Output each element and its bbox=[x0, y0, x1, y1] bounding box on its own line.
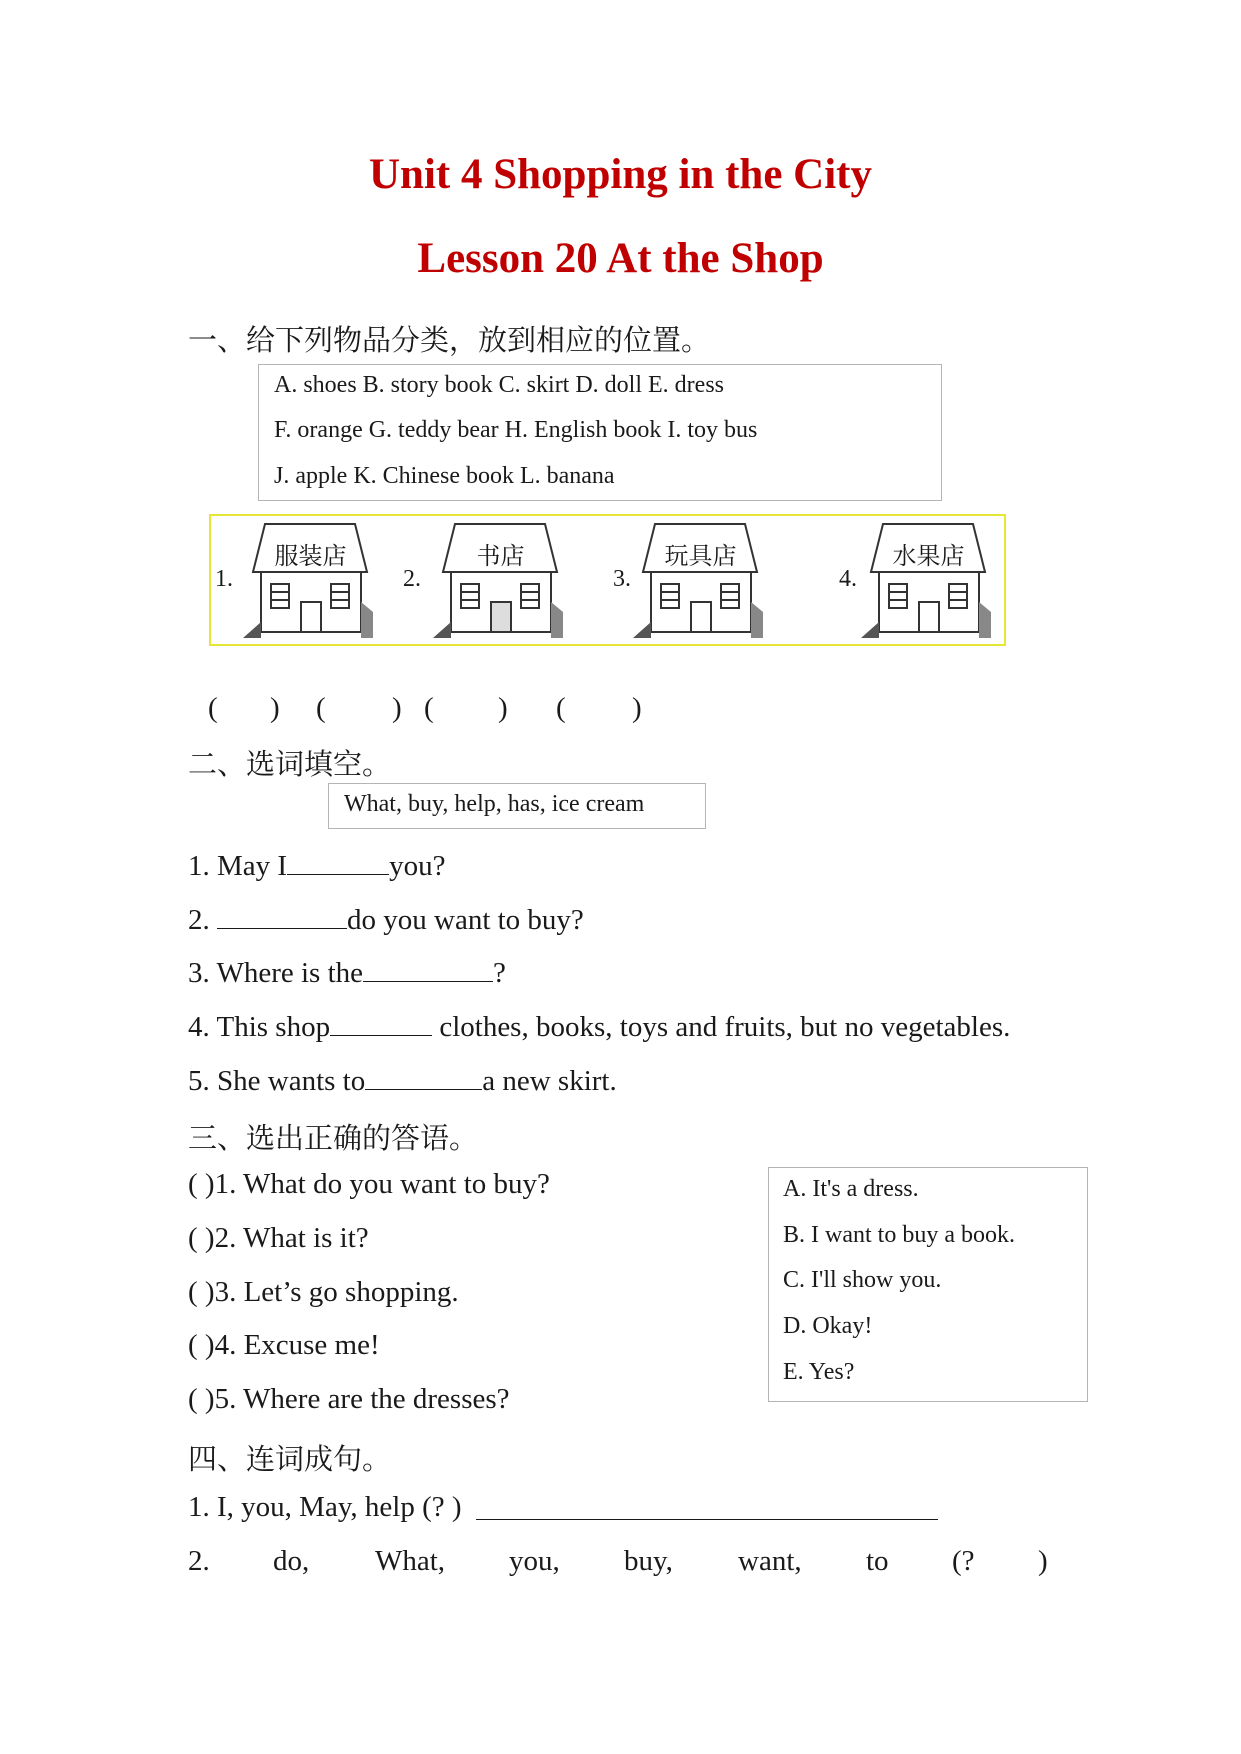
fill-q3-text-a: 3. Where is the bbox=[188, 957, 364, 989]
title-unit: Unit 4 Shopping in the City bbox=[368, 151, 872, 198]
fill-question-4 bbox=[188, 1009, 1010, 1044]
match-question-1: ( )1. What do you want to buy? bbox=[188, 1168, 550, 1200]
reorder-q2-word: to bbox=[866, 1545, 889, 1577]
shops-strip bbox=[209, 514, 1006, 646]
answer-d: D. Okay! bbox=[783, 1313, 873, 1339]
section1-heading: 一、给下列物品分类，放到相应的位置。 bbox=[188, 325, 711, 357]
shop-number-2: 2. bbox=[403, 566, 421, 592]
reorder-question-1 bbox=[188, 1491, 462, 1524]
shop-label-book: 书店 bbox=[476, 542, 525, 570]
fill-q2-text-a: 2. bbox=[188, 904, 217, 936]
reorder-q2-word: ) bbox=[1038, 1545, 1048, 1577]
answer-paren-4-close: ) bbox=[632, 692, 642, 724]
reorder-q2-word: (? bbox=[952, 1545, 975, 1577]
match-question-2: ( )2. What is it? bbox=[188, 1222, 369, 1254]
fill-q4-text-b: clothes, books, toys and fruits, but no vegetables. bbox=[432, 1011, 1011, 1043]
fill-blank-2[interactable] bbox=[217, 902, 347, 929]
reorder-answer-line-1[interactable] bbox=[476, 1493, 938, 1520]
fill-q3-text-b: ? bbox=[493, 957, 506, 989]
section2-heading: 二、选词填空。 bbox=[188, 749, 392, 781]
shop-label-clothing: 服装店 bbox=[274, 542, 347, 570]
fill-blank-5[interactable] bbox=[365, 1063, 482, 1090]
fill-blank-3[interactable] bbox=[363, 955, 493, 982]
section4-heading: 四、连词成句。 bbox=[188, 1444, 392, 1476]
answer-a: A. It's a dress. bbox=[783, 1176, 919, 1202]
fill-question-5 bbox=[188, 1063, 617, 1098]
reorder-q2-word: 2. bbox=[188, 1545, 210, 1577]
shop-number-3: 3. bbox=[613, 566, 631, 592]
items-line-3: J. apple K. Chinese book L. banana bbox=[274, 463, 615, 489]
items-line-2: F. orange G. teddy bear H. English book I. toy bus bbox=[274, 417, 758, 443]
reorder-q2-word: do, bbox=[273, 1545, 310, 1577]
fill-q2-text-b: do you want to buy? bbox=[347, 904, 584, 936]
answer-paren-2-open: ( bbox=[316, 692, 326, 724]
fill-q4-text-a: 4. This shop bbox=[188, 1011, 331, 1043]
fill-question-2 bbox=[188, 902, 584, 937]
answer-c: C. I'll show you. bbox=[783, 1267, 942, 1293]
book-shop-house bbox=[433, 522, 568, 640]
answers-box bbox=[768, 1167, 1088, 1402]
reorder-q1-text: 1. I, you, May, help (? ) bbox=[188, 1491, 462, 1523]
reorder-q2-word: buy, bbox=[624, 1545, 673, 1577]
items-box bbox=[258, 364, 942, 501]
section3-heading: 三、选出正确的答语。 bbox=[188, 1123, 479, 1155]
shop-number-1: 1. bbox=[215, 566, 233, 592]
fill-blank-1[interactable] bbox=[287, 848, 389, 875]
clothing-shop-house bbox=[243, 522, 378, 640]
fill-question-1 bbox=[188, 848, 445, 883]
answer-paren-3-close: ) bbox=[498, 692, 508, 724]
shop-label-toy: 玩具店 bbox=[664, 542, 737, 570]
fill-q1-text-a: 1. May I bbox=[188, 850, 288, 882]
fill-q5-text-b: a new skirt. bbox=[482, 1065, 617, 1097]
match-question-4: ( )4. Excuse me! bbox=[188, 1329, 380, 1361]
fill-q5-text-a: 5. She wants to bbox=[188, 1065, 366, 1097]
fill-q1-text-b: you? bbox=[389, 850, 446, 882]
answer-paren-4-open: ( bbox=[556, 692, 566, 724]
answer-paren-3-open: ( bbox=[424, 692, 434, 724]
fill-blank-4[interactable] bbox=[330, 1009, 432, 1036]
shop-label-fruit: 水果店 bbox=[892, 542, 965, 570]
answer-paren-2-close: ) bbox=[392, 692, 402, 724]
fill-question-3 bbox=[188, 955, 506, 990]
answer-paren-1-open: ( bbox=[208, 692, 218, 724]
match-question-3: ( )3. Let’s go shopping. bbox=[188, 1276, 459, 1308]
wordbox-text: What, buy, help, has, ice cream bbox=[344, 791, 645, 817]
shop-number-4: 4. bbox=[839, 566, 857, 592]
answer-paren-1-close: ) bbox=[270, 692, 280, 724]
reorder-q2-word: you, bbox=[509, 1545, 560, 1577]
items-line-1: A. shoes B. story book C. skirt D. doll E. dress bbox=[274, 372, 724, 398]
match-question-5: ( )5. Where are the dresses? bbox=[188, 1383, 510, 1415]
title-lesson: Lesson 20 At the Shop bbox=[417, 235, 824, 282]
toy-shop-house bbox=[633, 522, 768, 640]
reorder-q2-word: want, bbox=[738, 1545, 802, 1577]
answer-b: B. I want to buy a book. bbox=[783, 1222, 1015, 1248]
reorder-question-2 bbox=[0, 1545, 1241, 1585]
answer-e: E. Yes? bbox=[783, 1359, 855, 1385]
fruit-shop-house bbox=[861, 522, 996, 640]
wordbox bbox=[328, 783, 706, 829]
reorder-q2-word: What, bbox=[375, 1545, 446, 1577]
